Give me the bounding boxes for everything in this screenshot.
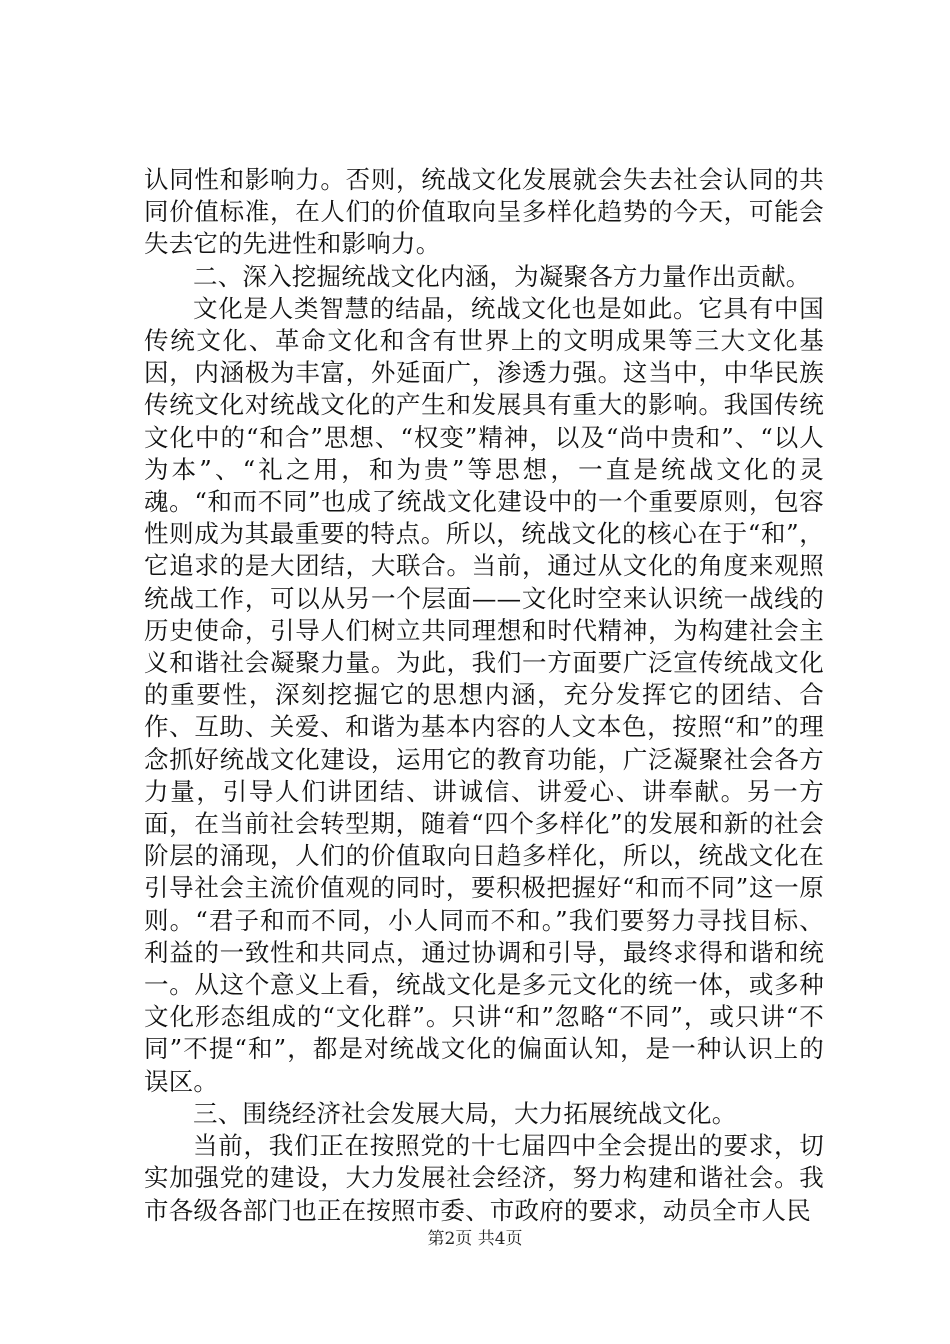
paragraph-3: 文化是人类智慧的结晶，统战文化也是如此。它具有中国传统文化、革命文化和含有世界上的文明成果等三大文化基因，内涵极为丰富，外延面广，渗透力强。这当中，中华民族传统文化对统战文化的产生和发展具有重大的影响。我国传统文化中的“和合”思想、“权变”精神，以及“尚中贵和”、“以人为本”、“礼之用，和为贵”等思想，一直是统战文化的灵魂。“和而不同”也成了统战文化建设中的一个重要原则，包容性则成为其最重要的特点。所以，统战文化的核心在于“和”，它追求的是大团结，大联合。当前，通过从文化的角度来观照统战工作，可以从另一个层面——文化时空来认识统一战线的历史使命，引导人们树立共同理想和时代精神，为构建社会主义和谐社会凝聚力量。为此，我们一方面要广泛宣传统战文化的重要性，深刻挖掘它的思想内涵，充分发挥它的团结、合作、互助、关爱、和谐为基本内容的人文本色，按照“和”的理念抓好统战文化建设，运用它的教育功能，广泛凝聚社会各方力量，引导人们讲团结、讲诚信、讲爱心、讲奉献。另一方面，在当前社会转型期，随着“四个多样化”的发展和新的社会阶层的涌现，人们的价值取向日趋多样化，所以，统战文化在引导社会主流价值观的同时，要积极把握好“和而不同”这一原则。“君子和而不同，小人同而不和。”我们要努力寻找目标、利益的一致性和共同点，通过协调和引导，最终求得和谐和统一。从这个意义上看，统战文化是多元文化的统一体，或多种文化形态组成的“文化群”。只讲“和”忽略“不同”，或只讲“不同”不提“和”，都是对统战文化的偏面认知，是一种认识上的误区。 — [144, 293, 824, 1096]
section-heading-2: 二、深入挖掘统战文化内涵，为凝聚各方力量作出贡献。 — [193, 261, 811, 291]
page-footer: 第2页 共4页 — [427, 1229, 523, 1249]
section-heading-3: 三、围绕经济社会发展大局，大力拓展统战文化。 — [193, 1098, 737, 1128]
paragraph-5: 当前，我们正在按照党的十七届四中全会提出的要求，切实加强党的建设，大力发展社会经济，努力构建和谐社会。我市各级各部门也正在按照市委、市政府的要求，动员全市人民 — [144, 1131, 824, 1225]
paragraph-1: 认同性和影响力。否则，统战文化发展就会失去社会认同的共同价值标准，在人们的价值取向呈多样化趋势的今天，可能会失去它的先进性和影响力。 — [144, 165, 824, 259]
document-body — [144, 164, 824, 1227]
